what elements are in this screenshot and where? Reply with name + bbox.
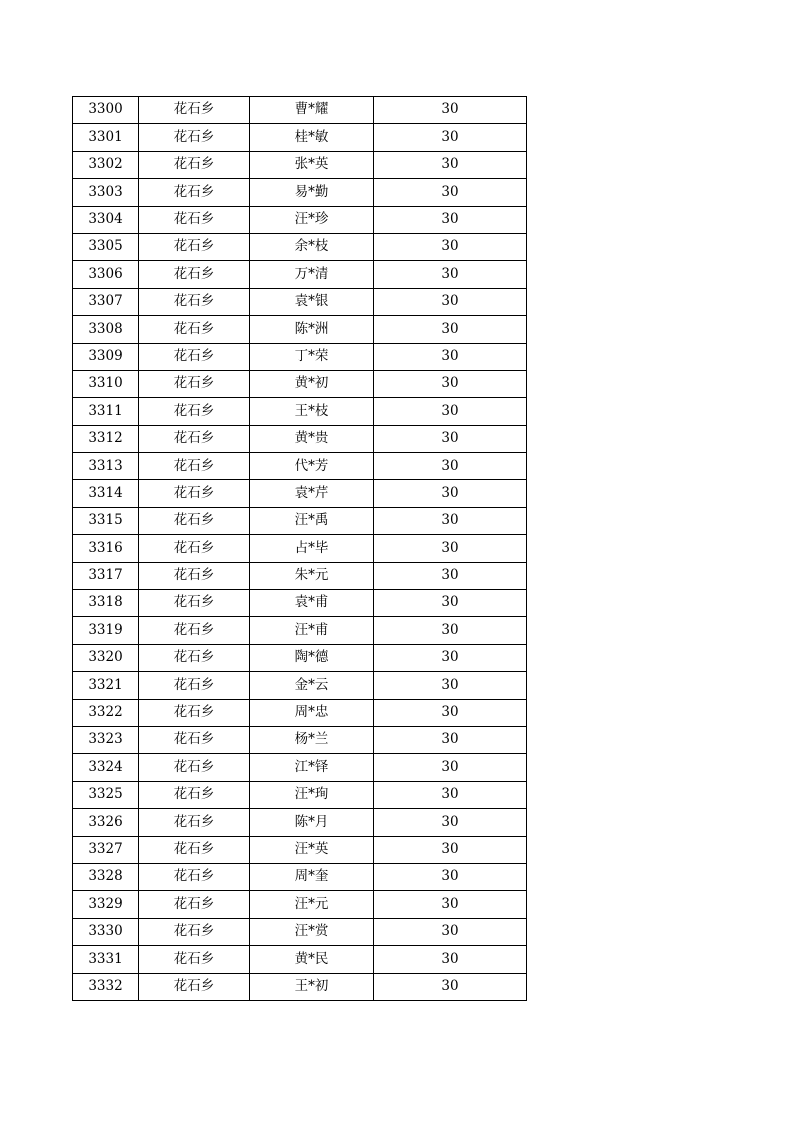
- person-name-cell: 周*忠: [250, 699, 374, 726]
- sequence-number-cell: 3307: [73, 288, 139, 315]
- table-row: [73, 781, 527, 808]
- amount-cell: 30: [374, 507, 527, 534]
- sequence-number-cell: 3300: [73, 97, 139, 124]
- township-cell: 花石乡: [139, 480, 250, 507]
- person-name-cell: 汪*英: [250, 836, 374, 863]
- person-name-cell: 王*枝: [250, 398, 374, 425]
- roster-table: [72, 96, 527, 1001]
- township-cell: 花石乡: [139, 699, 250, 726]
- person-name-cell: 陈*洲: [250, 316, 374, 343]
- township-cell: 花石乡: [139, 507, 250, 534]
- sequence-number-cell: 3304: [73, 206, 139, 233]
- person-name-cell: 张*英: [250, 151, 374, 178]
- amount-cell: 30: [374, 754, 527, 781]
- table-row: [73, 316, 527, 343]
- person-name-cell: 袁*银: [250, 288, 374, 315]
- table-row: [73, 918, 527, 945]
- township-cell: 花石乡: [139, 151, 250, 178]
- table-row: [73, 398, 527, 425]
- roster-table-body: [73, 97, 527, 1001]
- sequence-number-cell: 3301: [73, 124, 139, 151]
- township-cell: 花石乡: [139, 370, 250, 397]
- amount-cell: 30: [374, 97, 527, 124]
- amount-cell: 30: [374, 316, 527, 343]
- sequence-number-cell: 3322: [73, 699, 139, 726]
- sequence-number-cell: 3310: [73, 370, 139, 397]
- township-cell: 花石乡: [139, 288, 250, 315]
- township-cell: 花石乡: [139, 562, 250, 589]
- person-name-cell: 曹*耀: [250, 97, 374, 124]
- person-name-cell: 袁*甫: [250, 590, 374, 617]
- township-cell: 花石乡: [139, 343, 250, 370]
- township-cell: 花石乡: [139, 398, 250, 425]
- person-name-cell: 朱*元: [250, 562, 374, 589]
- amount-cell: 30: [374, 151, 527, 178]
- amount-cell: 30: [374, 617, 527, 644]
- amount-cell: 30: [374, 370, 527, 397]
- sequence-number-cell: 3316: [73, 535, 139, 562]
- table-row: [73, 809, 527, 836]
- table-row: [73, 97, 527, 124]
- person-name-cell: 易*勤: [250, 179, 374, 206]
- amount-cell: 30: [374, 398, 527, 425]
- township-cell: 花石乡: [139, 644, 250, 671]
- township-cell: 花石乡: [139, 617, 250, 644]
- township-cell: 花石乡: [139, 918, 250, 945]
- sequence-number-cell: 3326: [73, 809, 139, 836]
- table-row: [73, 863, 527, 890]
- amount-cell: 30: [374, 644, 527, 671]
- person-name-cell: 代*芳: [250, 453, 374, 480]
- table-row: [73, 288, 527, 315]
- person-name-cell: 汪*甫: [250, 617, 374, 644]
- person-name-cell: 汪*珍: [250, 206, 374, 233]
- amount-cell: 30: [374, 425, 527, 452]
- person-name-cell: 余*枝: [250, 233, 374, 260]
- township-cell: 花石乡: [139, 973, 250, 1000]
- sequence-number-cell: 3313: [73, 453, 139, 480]
- person-name-cell: 黄*贵: [250, 425, 374, 452]
- table-row: [73, 562, 527, 589]
- table-row: [73, 590, 527, 617]
- person-name-cell: 江*铎: [250, 754, 374, 781]
- sequence-number-cell: 3332: [73, 973, 139, 1000]
- person-name-cell: 占*毕: [250, 535, 374, 562]
- township-cell: 花石乡: [139, 206, 250, 233]
- sequence-number-cell: 3329: [73, 891, 139, 918]
- sequence-number-cell: 3330: [73, 918, 139, 945]
- sequence-number-cell: 3325: [73, 781, 139, 808]
- amount-cell: 30: [374, 343, 527, 370]
- person-name-cell: 杨*兰: [250, 726, 374, 753]
- amount-cell: 30: [374, 809, 527, 836]
- table-row: [73, 946, 527, 973]
- township-cell: 花石乡: [139, 781, 250, 808]
- amount-cell: 30: [374, 973, 527, 1000]
- person-name-cell: 桂*敏: [250, 124, 374, 151]
- township-cell: 花石乡: [139, 179, 250, 206]
- table-row: [73, 453, 527, 480]
- table-row: [73, 151, 527, 178]
- table-row: [73, 973, 527, 1000]
- amount-cell: 30: [374, 124, 527, 151]
- table-row: [73, 425, 527, 452]
- person-name-cell: 金*云: [250, 672, 374, 699]
- sequence-number-cell: 3319: [73, 617, 139, 644]
- amount-cell: 30: [374, 453, 527, 480]
- person-name-cell: 汪*禹: [250, 507, 374, 534]
- sequence-number-cell: 3314: [73, 480, 139, 507]
- sequence-number-cell: 3303: [73, 179, 139, 206]
- table-row: [73, 644, 527, 671]
- table-row: [73, 699, 527, 726]
- person-name-cell: 丁*荣: [250, 343, 374, 370]
- township-cell: 花石乡: [139, 754, 250, 781]
- amount-cell: 30: [374, 288, 527, 315]
- table-row: [73, 672, 527, 699]
- township-cell: 花石乡: [139, 863, 250, 890]
- township-cell: 花石乡: [139, 672, 250, 699]
- township-cell: 花石乡: [139, 316, 250, 343]
- sequence-number-cell: 3324: [73, 754, 139, 781]
- township-cell: 花石乡: [139, 261, 250, 288]
- township-cell: 花石乡: [139, 535, 250, 562]
- person-name-cell: 王*初: [250, 973, 374, 1000]
- table-row: [73, 343, 527, 370]
- amount-cell: 30: [374, 781, 527, 808]
- township-cell: 花石乡: [139, 233, 250, 260]
- township-cell: 花石乡: [139, 891, 250, 918]
- person-name-cell: 黄*民: [250, 946, 374, 973]
- amount-cell: 30: [374, 699, 527, 726]
- table-row: [73, 124, 527, 151]
- amount-cell: 30: [374, 946, 527, 973]
- sequence-number-cell: 3328: [73, 863, 139, 890]
- township-cell: 花石乡: [139, 453, 250, 480]
- sequence-number-cell: 3320: [73, 644, 139, 671]
- table-row: [73, 507, 527, 534]
- sequence-number-cell: 3308: [73, 316, 139, 343]
- township-cell: 花石乡: [139, 425, 250, 452]
- person-name-cell: 汪*珣: [250, 781, 374, 808]
- person-name-cell: 汪*赏: [250, 918, 374, 945]
- table-row: [73, 370, 527, 397]
- table-row: [73, 261, 527, 288]
- person-name-cell: 黄*初: [250, 370, 374, 397]
- amount-cell: 30: [374, 179, 527, 206]
- person-name-cell: 周*奎: [250, 863, 374, 890]
- sequence-number-cell: 3312: [73, 425, 139, 452]
- sequence-number-cell: 3323: [73, 726, 139, 753]
- sequence-number-cell: 3327: [73, 836, 139, 863]
- sequence-number-cell: 3317: [73, 562, 139, 589]
- sequence-number-cell: 3321: [73, 672, 139, 699]
- sequence-number-cell: 3302: [73, 151, 139, 178]
- sequence-number-cell: 3305: [73, 233, 139, 260]
- person-name-cell: 万*清: [250, 261, 374, 288]
- amount-cell: 30: [374, 480, 527, 507]
- table-row: [73, 726, 527, 753]
- sequence-number-cell: 3306: [73, 261, 139, 288]
- amount-cell: 30: [374, 535, 527, 562]
- township-cell: 花石乡: [139, 97, 250, 124]
- sequence-number-cell: 3311: [73, 398, 139, 425]
- amount-cell: 30: [374, 261, 527, 288]
- sequence-number-cell: 3315: [73, 507, 139, 534]
- table-row: [73, 206, 527, 233]
- township-cell: 花石乡: [139, 836, 250, 863]
- township-cell: 花石乡: [139, 726, 250, 753]
- table-row: [73, 179, 527, 206]
- township-cell: 花石乡: [139, 124, 250, 151]
- table-row: [73, 233, 527, 260]
- person-name-cell: 陈*月: [250, 809, 374, 836]
- township-cell: 花石乡: [139, 809, 250, 836]
- township-cell: 花石乡: [139, 590, 250, 617]
- amount-cell: 30: [374, 206, 527, 233]
- township-cell: 花石乡: [139, 946, 250, 973]
- table-row: [73, 836, 527, 863]
- table-row: [73, 535, 527, 562]
- amount-cell: 30: [374, 726, 527, 753]
- amount-cell: 30: [374, 562, 527, 589]
- table-row: [73, 617, 527, 644]
- table-row: [73, 891, 527, 918]
- person-name-cell: 袁*芹: [250, 480, 374, 507]
- amount-cell: 30: [374, 233, 527, 260]
- amount-cell: 30: [374, 891, 527, 918]
- table-row: [73, 754, 527, 781]
- amount-cell: 30: [374, 836, 527, 863]
- amount-cell: 30: [374, 918, 527, 945]
- amount-cell: 30: [374, 590, 527, 617]
- sequence-number-cell: 3331: [73, 946, 139, 973]
- table-row: [73, 480, 527, 507]
- sequence-number-cell: 3309: [73, 343, 139, 370]
- amount-cell: 30: [374, 672, 527, 699]
- amount-cell: 30: [374, 863, 527, 890]
- person-name-cell: 汪*元: [250, 891, 374, 918]
- person-name-cell: 陶*德: [250, 644, 374, 671]
- sequence-number-cell: 3318: [73, 590, 139, 617]
